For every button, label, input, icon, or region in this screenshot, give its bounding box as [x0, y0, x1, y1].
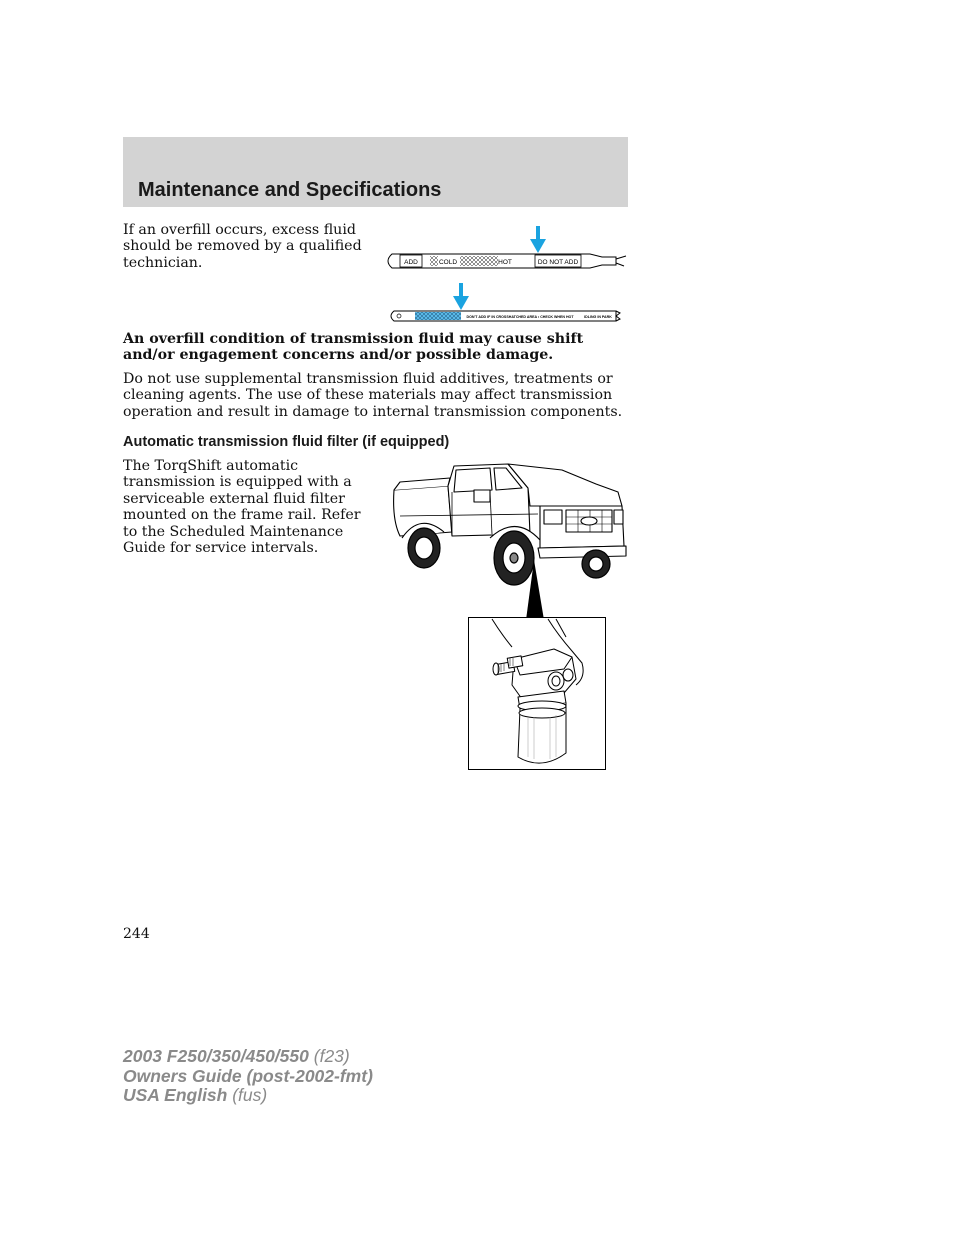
footer-line-3: USA English (fus) [123, 1085, 268, 1105]
page-number: 244 [123, 926, 150, 942]
additives-paragraph: Do not use supplemental transmission fluid additives, treatments or cleaning agents. The use of these materials may affect transmission operation and result in damage to internal transmission components. [123, 371, 623, 420]
dipstick-bottom-warning-text: DON'T ADD IF IN CROSSHATCHED AREA • CHECK WHEN HOT [466, 315, 574, 319]
overfill-paragraph: If an overfill occurs, excess fluid should be removed by a qualified technician. [123, 222, 362, 271]
overfill-warning: An overfill condition of transmission fluid may cause shift and/or engagement concerns and/or possible damage. [123, 331, 584, 364]
document-footer [123, 1047, 373, 1106]
dipstick-top [388, 254, 626, 268]
dipstick-bottom-idle-text: IDLING IN PARK [584, 315, 612, 319]
dipstick-illustration [380, 222, 630, 327]
truck-illustration [390, 460, 630, 590]
crosshatched-area [415, 312, 461, 320]
dipstick-label-add: ADD [404, 259, 418, 266]
torqshift-paragraph: The TorqShift automatic transmission is equipped with a serviceable external fluid filter mounted on the frame rail. Refer to the Scheduled Maintenance Guide for service intervals. [123, 458, 361, 557]
dipstick-label-hot: HOT [498, 259, 512, 266]
dipstick-label-cold: COLD [438, 259, 458, 266]
dipstick-label-do-not-add: DO NOT ADD [537, 259, 579, 266]
footer-line-1: 2003 F250/350/450/550 (f23) [123, 1046, 350, 1066]
level-arrow-bottom [453, 283, 469, 310]
section-title: Maintenance and Specifications [138, 179, 442, 201]
filter-heading: Automatic transmission fluid filter (if equipped) [123, 434, 450, 450]
footer-line-2: Owners Guide (post-2002-fmt) [123, 1065, 373, 1086]
fluid-filter-inset [468, 617, 606, 770]
level-arrow-top [530, 226, 546, 253]
dipstick-bottom [391, 311, 620, 321]
